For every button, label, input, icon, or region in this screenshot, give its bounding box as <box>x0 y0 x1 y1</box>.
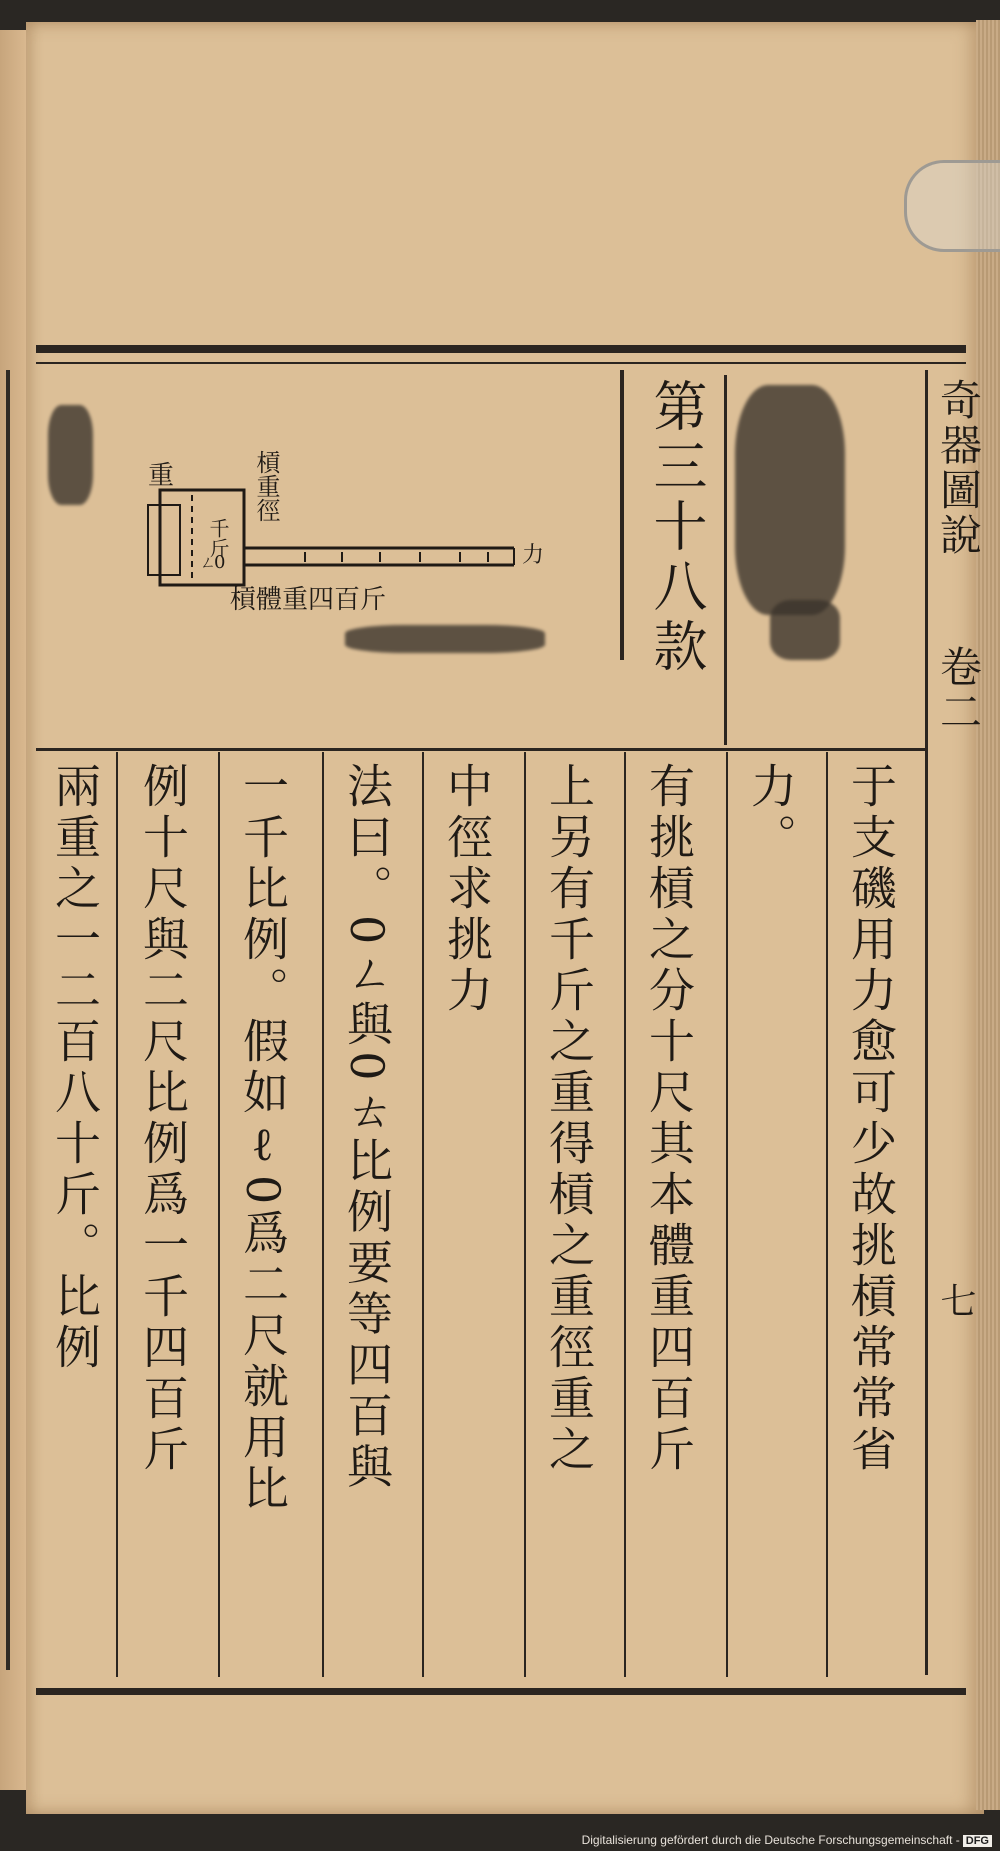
small-mark: ㄥ <box>200 553 217 572</box>
page-edges <box>976 20 1000 1810</box>
panel-separator <box>36 748 926 751</box>
dfg-logo: DFG <box>963 1835 992 1847</box>
column-rule <box>218 752 220 1677</box>
frame-inner-rule <box>36 362 966 364</box>
book-title: 奇器圖說 <box>934 378 983 558</box>
ink-blot <box>48 405 93 505</box>
text-column-9: 兩重之一二百八十斤。比例 <box>48 762 102 1374</box>
section-title: 第三十八款 <box>645 378 708 678</box>
ink-blot <box>770 600 840 660</box>
credit-text: Digitalisierung gefördert durch die Deutsche Forschungsgemeinschaft - <box>581 1833 960 1847</box>
column-rule <box>422 752 424 1677</box>
circle-mark: 0 <box>214 552 226 573</box>
column-rule <box>624 752 626 1677</box>
ink-blot <box>735 385 845 615</box>
panel-divider <box>925 370 928 1675</box>
panel-divider <box>620 370 624 660</box>
lever-label: 槓重徑 <box>252 450 280 522</box>
force-mark: 力 <box>522 543 545 568</box>
volume-label: 卷二 <box>934 645 983 735</box>
column-rule <box>116 752 118 1677</box>
text-column-1: 于支磯用力愈可少故挑槓常常省 <box>844 762 898 1476</box>
panel-divider <box>724 375 727 745</box>
text-column-3: 有挑槓之分十尺其本體重四百斤 <box>642 762 696 1476</box>
weight-inner-box <box>148 505 180 575</box>
qian-jin-label: 千斤 <box>206 518 230 558</box>
text-column-7: 一千比例。假如ℓ0爲二尺就用比 <box>236 762 290 1516</box>
page-number: 七 <box>935 1282 976 1318</box>
column-rule <box>322 752 324 1677</box>
column-rule <box>726 752 728 1677</box>
text-column-2: 力。 <box>744 762 798 864</box>
weight-label: 重 <box>148 461 175 491</box>
digitization-credit <box>582 1833 992 1847</box>
ink-blot <box>345 625 545 653</box>
text-column-5: 中徑求挑力 <box>440 762 494 1017</box>
lever-diagram <box>130 450 560 625</box>
facing-page-edge <box>0 30 26 1790</box>
bottom-label: 槓體重四百斤 <box>230 585 387 615</box>
text-column-8: 例十尺與二尺比例爲一千四百斤 <box>136 762 190 1476</box>
text-column-4: 上另有千斤之重得槓之重徑重之 <box>542 762 596 1476</box>
text-column-6: 法曰。0ㄥ與0ㄊ比例要等四百與 <box>340 762 394 1494</box>
page-clip <box>904 160 1000 252</box>
column-rule <box>524 752 526 1677</box>
column-rule <box>826 752 828 1677</box>
